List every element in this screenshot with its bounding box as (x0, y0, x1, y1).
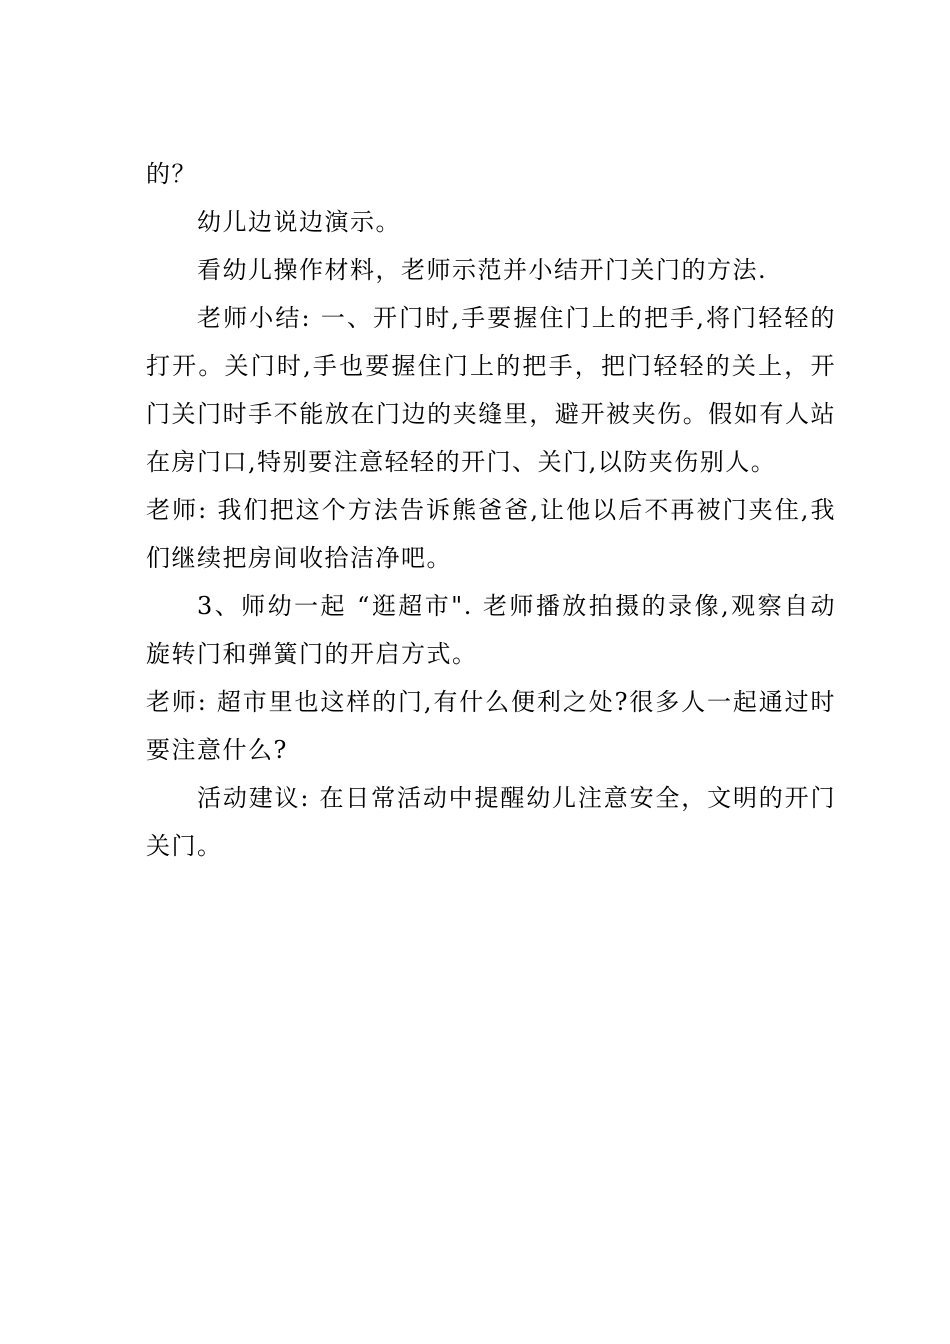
document-body (146, 150, 836, 870)
paragraph-teacher-summary: 老师小结: 一、开门时,手要握住门上的把手,将门轻轻的打开。关门时,手也要握住门上的把手，把门轻轻的关上，开门关门时手不能放在门边的夹缝里，避开被夹伤。假如有人站在房门口,特别要注意轻轻的开门、关门,以防夹伤别人。 (146, 304, 836, 476)
paragraph-activity-suggestion: 活动建议: 在日常活动中提醒幼儿注意安全，文明的开门关门。 (146, 784, 836, 860)
paragraph-teacher-bear-dad: 老师: 我们把这个方法告诉熊爸爸,让他以后不再被门夹住,我们继续把房间收拾洁净吧。 (146, 496, 836, 572)
paragraph-children-demonstrate: 幼儿边说边演示。 (197, 208, 401, 236)
paragraph-continuation: 的？ (146, 160, 197, 188)
paragraph-teacher-demonstrates: 看幼儿操作材料，老师示范并小结开门关门的方法. (197, 256, 768, 284)
paragraph-teacher-question: 老师: 超市里也这样的门,有什么便利之处?很多人一起通过时要注意什么? (146, 688, 836, 764)
paragraph-supermarket-visit: 3、师幼一起 “逛超市". 老师播放拍摄的录像,观察自动旋转门和弹簧门的开启方式。 (146, 592, 836, 668)
